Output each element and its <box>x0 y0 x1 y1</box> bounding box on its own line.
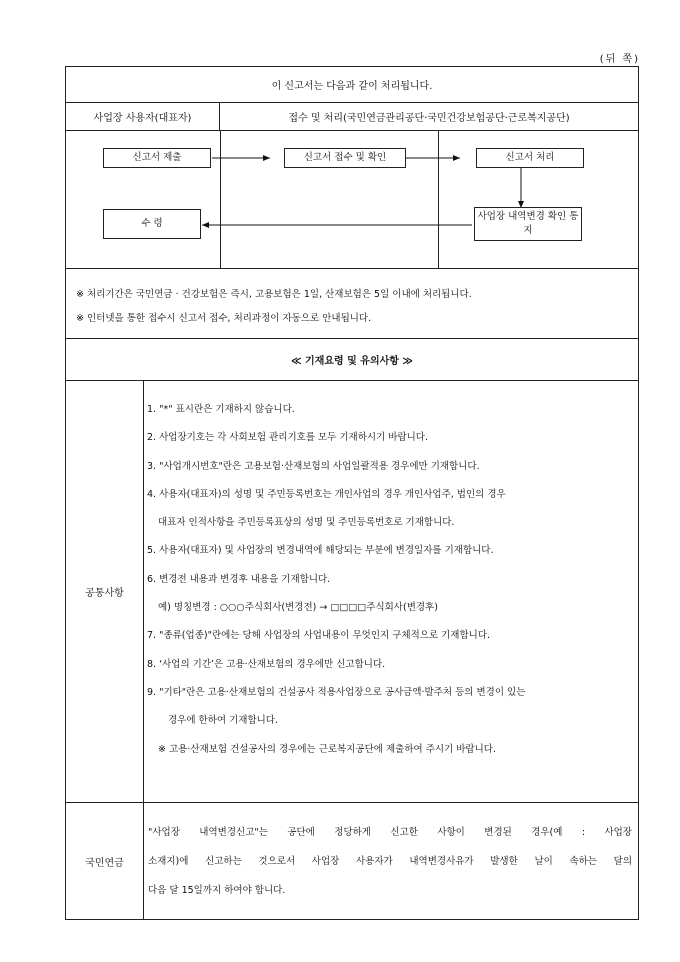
list-item: 8. ‘사업의 기간’은 고용·산재보험의 경우에만 신고합니다. <box>147 658 386 670</box>
list-item: 5. 사용자(대표자) 및 사업장의 변경내역에 해당되는 부분에 변경일자를 기재합니다. <box>147 545 494 557</box>
list-item: 4. 사용자(대표자)의 성명 및 주민등록번호는 개인사업의 경우 개인사업주, 법인의 경우 <box>147 488 506 500</box>
note-processing-period: ※ 처리기간은 국민연금 · 건강보험은 즉시, 고용보험은 1일, 산재보험은 5일 이내에 처리됩니다. <box>76 289 472 300</box>
processing-form <box>65 66 639 920</box>
flow-submit-box: 신고서 제출 <box>103 148 211 168</box>
common-label: 공통사항 <box>66 381 144 802</box>
page-side-label: (뒤 쪽) <box>599 54 640 65</box>
list-item: 7. "종류(업종)"란에는 당해 사업장의 사업내용이 무엇인지 구체적으로 기재합니다. <box>147 630 491 642</box>
pension-line: 소재지)에 신고하는 것으로서 사업장 사용자가 내역변경사유가 발생한 날이 속하는 달의 <box>148 856 632 867</box>
process-flow <box>66 131 638 269</box>
flow-process-box: 신고서 처리 <box>476 148 584 168</box>
list-item: 경우에 한하여 기재합니다. <box>168 715 279 727</box>
list-item: 1. "*" 표시란은 기재하지 않습니다. <box>147 404 295 415</box>
form-title: 이 신고서는 다음과 같이 처리됩니다. <box>66 67 638 103</box>
flow-notify-box: 사업장 내역변경 확인 통지 <box>474 207 582 241</box>
common-section <box>66 381 638 803</box>
section-title: ≪ 기재요령 및 유의사항 ≫ <box>66 339 638 381</box>
header-processing: 접수 및 처리(국민연금관리공단·국민건강보험공단·근로복지공단) <box>288 113 570 124</box>
pension-line: 다음 달 15일까지 하여야 합니다. <box>148 885 286 896</box>
list-item: 예) 명칭변경 : ○○○주식회사(변경전) → □□□□주식회사(변경후) <box>158 602 438 614</box>
list-item: 대표자 인적사항을 주민등록표상의 성명 및 주민등록번호로 기재합니다. <box>158 517 455 529</box>
processing-notes <box>66 269 638 339</box>
pension-section <box>66 803 638 919</box>
list-item: 9. "기타"란은 고용·산재보험의 건설공사 적용사업장으로 공사금액·발주처 등의 변경이 있는 <box>147 686 526 698</box>
list-item: 3. "사업개시번호"란은 고용보험·산재보험의 사업일괄적용 경우에만 기재합니다. <box>147 460 480 472</box>
flow-receive-confirm-box: 신고서 접수 및 확인 <box>284 148 406 168</box>
header-applicant: 사업장 사용자(대표자) <box>66 103 220 130</box>
pension-text <box>144 803 638 919</box>
pension-line: "사업장 내역변경신고"는 공단에 정당하게 신고한 사항이 변경된 경우(예 : 사업장 <box>148 827 632 838</box>
pension-label: 국민연금 <box>66 803 144 919</box>
note-internet: ※ 인터넷을 통한 접수시 신고서 접수, 처리과정이 자동으로 안내됩니다. <box>76 313 372 324</box>
list-item: ※ 고용·산재보험 건설공사의 경우에는 근로복지공단에 제출하여 주시기 바랍니다. <box>158 743 496 755</box>
list-item: 6. 변경전 내용과 변경후 내용을 기재합니다. <box>147 573 331 585</box>
flow-receipt-box: 수 령 <box>103 209 201 239</box>
common-items <box>144 381 638 802</box>
list-item: 2. 사업장기호는 각 사회보험 관리기호를 모두 기재하시기 바랍니다. <box>147 432 429 444</box>
process-header <box>66 103 638 131</box>
